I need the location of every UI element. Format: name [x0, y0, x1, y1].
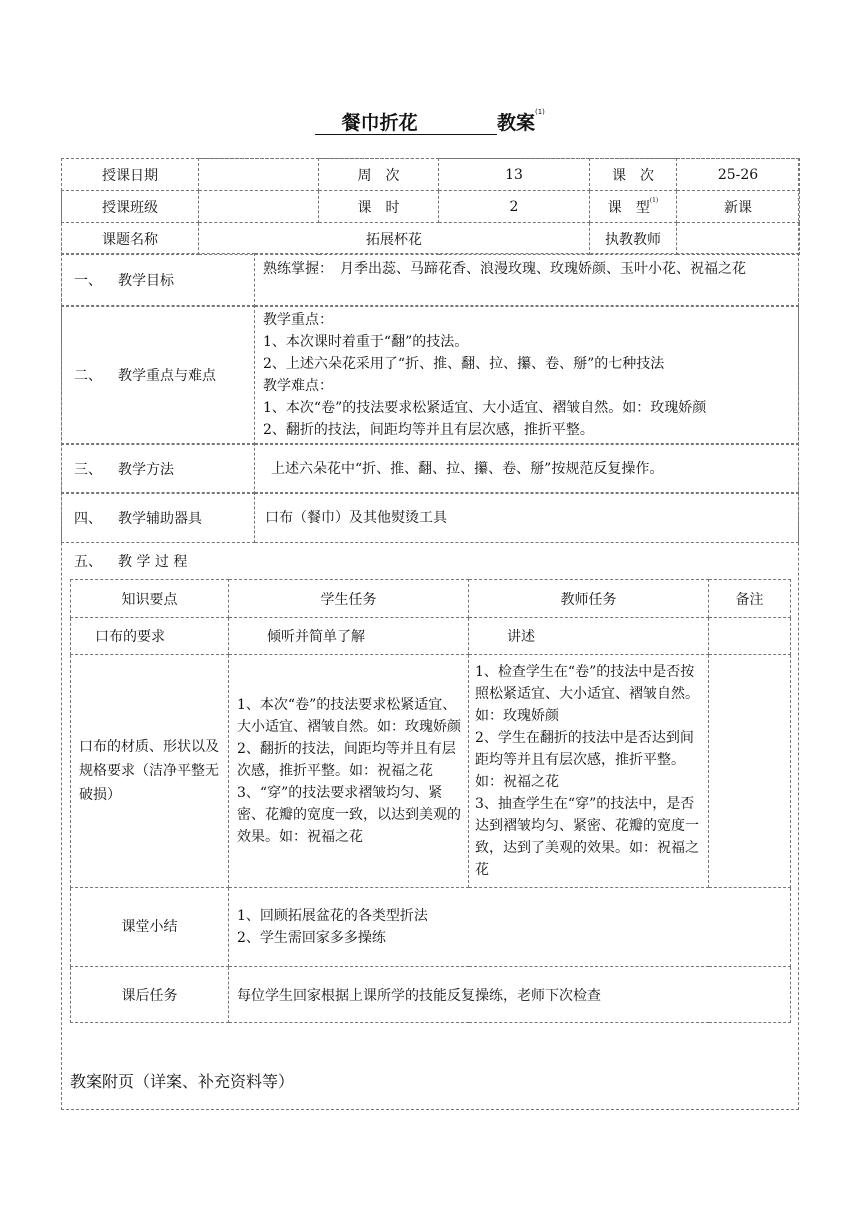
- title-suffix: 教案: [496, 112, 535, 134]
- lesson-value: 25-26: [677, 159, 800, 191]
- student-cell: 倾听并简单了解: [229, 618, 469, 655]
- week-label: 周 次: [319, 159, 439, 191]
- lesson-plan-frame: [61, 158, 799, 1110]
- section-key-points: [61, 305, 799, 445]
- methods-content: 上述六朵花中“折、推、翻、拉、攥、卷、掰”按规范反复操作。: [255, 444, 799, 494]
- section-process-heading: 五、 教 学 过 程: [74, 554, 188, 570]
- document-title: [0, 108, 860, 135]
- process-header-row: [71, 580, 791, 618]
- type-label-cell: [590, 191, 677, 223]
- col-header-student: 学生任务: [229, 580, 469, 618]
- lesson-label: 课 次: [590, 159, 677, 191]
- topic-label: 课题名称: [62, 223, 199, 255]
- class-value: [199, 191, 319, 223]
- point-cell: 口布的材质、形状以及规格要求（洁净平整无破损）: [71, 655, 229, 888]
- topic-value: 拓展杯花: [199, 223, 590, 255]
- col-header-remark: 备注: [709, 580, 791, 618]
- col-header-teacher: 教师任务: [469, 580, 709, 618]
- teacher-cell: 1、检查学生在“卷”的技法中是否按照松紧适宜、大小适宜、褶皱自然。如：玫瑰娇颜 2、学生在翻折的技法中是否达到间距均等并且有层次感，推折平整。如：祝福之花 3、抽查学生在“穿”的技法中，是否达到褶皱均匀、紧密、花瓣的宽度一致，达到了美观的效果。如：祝福之花: [469, 655, 709, 888]
- class-label: 授课班级: [62, 191, 199, 223]
- homework-content: 每位学生回家根据上课所学的技能反复操练，老师下次检查: [229, 967, 791, 1023]
- header-row-1: [62, 159, 800, 191]
- date-label: 授课日期: [62, 159, 199, 191]
- homework-label: 课后任务: [71, 967, 229, 1023]
- header-row-2: [62, 191, 800, 223]
- header-row-3: [62, 223, 800, 255]
- type-value: 新课: [677, 191, 800, 223]
- course-name: 餐巾折花: [341, 112, 418, 134]
- title-note: (1): [534, 108, 545, 116]
- attachment-note: 教案附页（详案、补充资料等）: [70, 1072, 295, 1091]
- student-cell: 1、本次“卷”的技法要求松紧适宜、大小适宜、褶皱自然。如：玫瑰娇颜 2、翻折的技法，间距均等并且有层次感，推折平整。如：祝福之花 3、“穿”的技法要求褶皱均匀、紧密、花瓣的宽度一致，以达到美观的效果。如：祝福之花: [229, 655, 469, 888]
- key-points-content: 教学重点： 1、本次课时着重于“翻”的技法。 2、上述六朵花采用了“折、推、翻、拉、攥、卷、掰”的七种技法 教学难点： 1、本次“卷”的技法要求松紧适宜、大小适宜、褶皱自然。如：玫瑰娇颜 2、翻折的技法，间距均等并且有层次感，推折平整。: [255, 306, 799, 445]
- hours-value: 2: [439, 191, 590, 223]
- process-table: [70, 579, 791, 1023]
- teacher-cell: 讲述: [469, 618, 709, 655]
- hours-label: 课 时: [319, 191, 439, 223]
- section-label: 二、 教学重点与难点: [62, 306, 255, 445]
- section-label: 一、 教学目标: [62, 254, 255, 307]
- section-objectives: [61, 253, 799, 307]
- homework-row: [71, 967, 791, 1023]
- section-methods: [61, 443, 799, 494]
- table-row: [71, 618, 791, 655]
- remark-cell: [709, 655, 791, 888]
- table-row: [71, 655, 791, 888]
- section-label: 三、 教学方法: [62, 444, 255, 494]
- point-cell: 口布的要求: [71, 618, 229, 655]
- remark-cell: [709, 618, 791, 655]
- week-value: 13: [439, 159, 590, 191]
- summary-row: [71, 888, 791, 967]
- type-note: (1): [649, 196, 659, 204]
- date-value: [199, 159, 319, 191]
- section-tools: [61, 492, 799, 543]
- objectives-content: 熟练掌握： 月季出蕊、马蹄花香、浪漫玫瑰、玫瑰娇颜、玉叶小花、祝福之花: [255, 254, 799, 307]
- teacher-label: 执教教师: [590, 223, 677, 255]
- type-label: 课 型: [607, 199, 650, 216]
- summary-content: 1、回顾拓展盆花的各类型折法 2、学生需回家多多操练: [229, 888, 791, 967]
- tools-content: 口布（餐巾）及其他熨烫工具: [255, 493, 799, 543]
- section-label: 四、 教学辅助器具: [62, 493, 255, 543]
- header-table: [61, 158, 800, 255]
- teacher-value: [677, 223, 800, 255]
- col-header-point: 知识要点: [71, 580, 229, 618]
- summary-label: 课堂小结: [71, 888, 229, 967]
